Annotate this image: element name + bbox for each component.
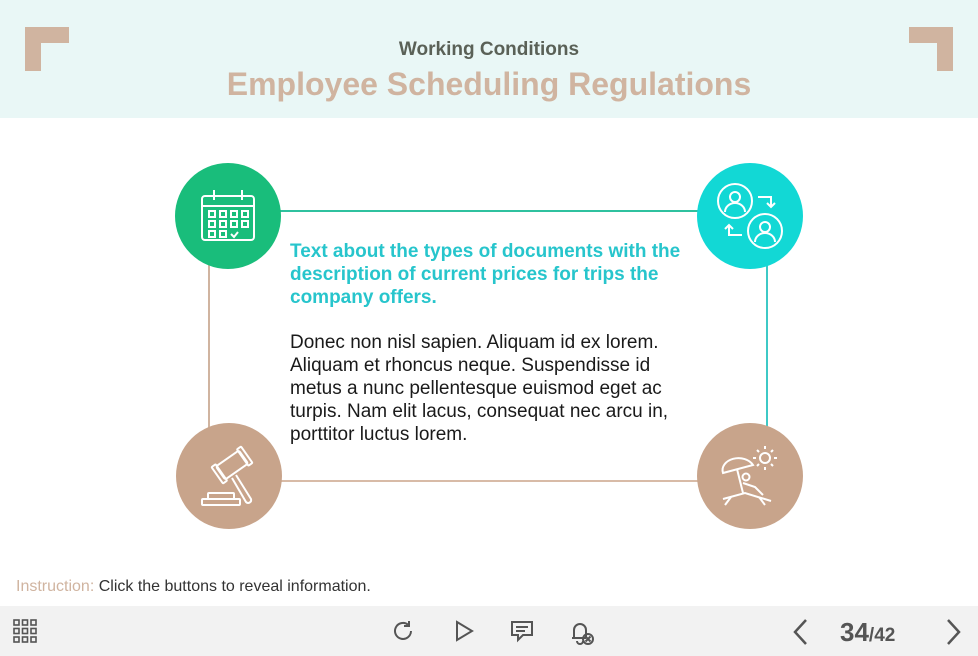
menu-grid-icon: [13, 619, 37, 643]
beach-button[interactable]: [697, 423, 803, 529]
instruction-text: Click the buttons to reveal information.: [94, 578, 371, 595]
info-text-block: [290, 240, 690, 446]
prev-slide-button[interactable]: [786, 616, 814, 648]
instruction-label: Instruction:: [16, 578, 95, 595]
player-toolbar: [0, 606, 978, 656]
play-button[interactable]: [451, 618, 477, 644]
instruction: [16, 578, 371, 596]
next-icon: [944, 617, 964, 647]
slide-title: Employee Scheduling Regulations: [226, 66, 752, 102]
calendar-button[interactable]: [175, 163, 281, 269]
total-pages: /42: [868, 625, 896, 646]
comment-icon: [509, 619, 535, 643]
notification-off-icon: [566, 617, 596, 647]
calendar-icon: [198, 186, 258, 246]
slide-header: [0, 0, 978, 118]
slide-subtitle: Working Conditions: [398, 39, 580, 60]
menu-button[interactable]: [12, 618, 38, 644]
play-icon: [453, 619, 475, 643]
gavel-icon: [196, 443, 262, 509]
user-exchange-button[interactable]: [697, 163, 803, 269]
info-body-text: Donec non nisl sapien. Aliquam id ex lorem. Aliquam et rhoncus neque. Suspendisse id metus a nunc pellentesque euismod eget ac turpis. Nam elit lacus, consequat nec arcu in, porttitor luctus lorem.: [290, 332, 669, 445]
prev-icon: [790, 617, 810, 647]
page-counter: [840, 617, 895, 648]
frame-line-top: [228, 210, 748, 212]
info-lead-text: Text about the types of documents with the description of current prices for trips the company offers.: [290, 241, 681, 308]
next-slide-button[interactable]: [940, 616, 968, 648]
gavel-button[interactable]: [176, 423, 282, 529]
current-page: 34: [840, 617, 869, 647]
comments-button[interactable]: [508, 618, 536, 644]
beach-umbrella-icon: [715, 441, 785, 511]
replay-icon: [391, 619, 415, 643]
notifications-button[interactable]: [565, 616, 597, 648]
user-exchange-icon: [713, 179, 787, 253]
frame-line-bottom: [228, 480, 748, 482]
replay-button[interactable]: [390, 618, 416, 644]
